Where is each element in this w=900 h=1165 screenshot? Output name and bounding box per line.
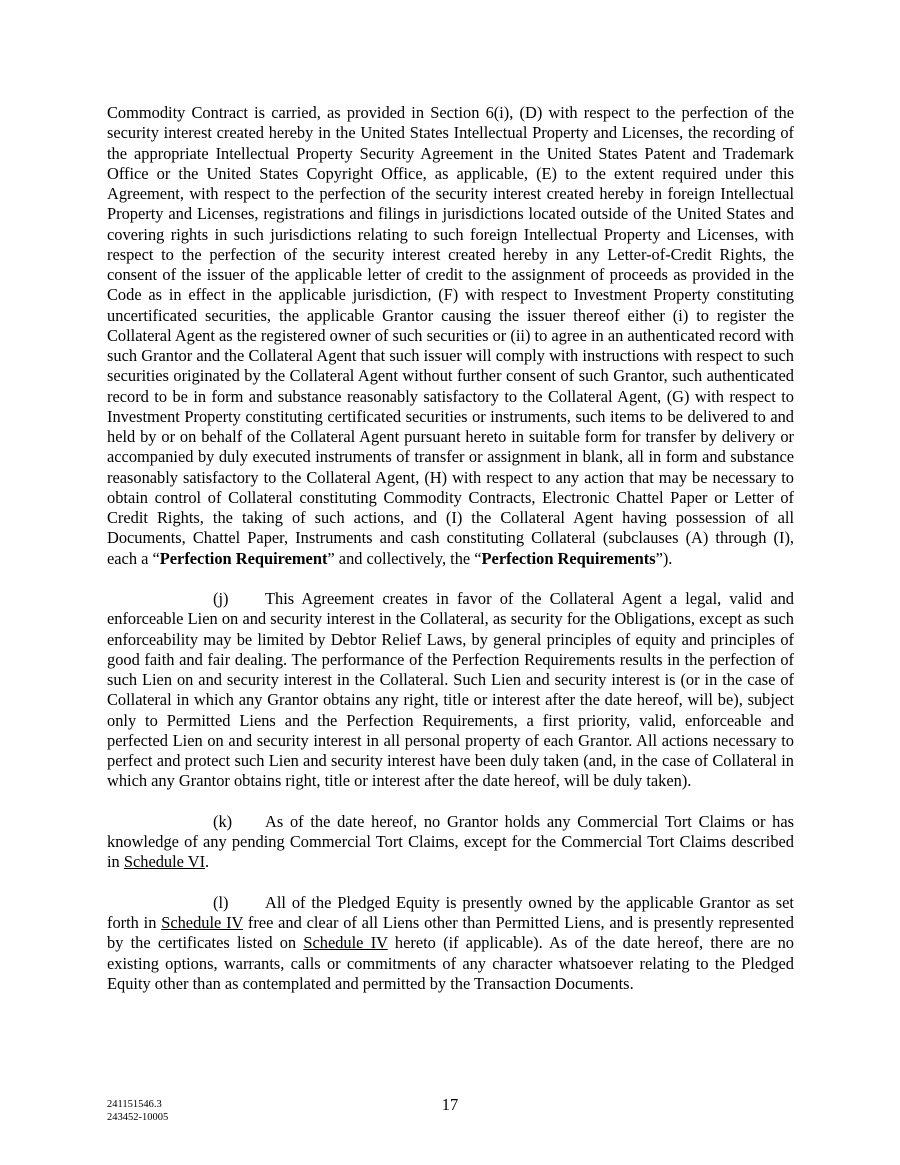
schedule-reference: Schedule IV [161,913,244,932]
document-id-line-2: 243452-10005 [107,1112,169,1123]
document-id-line-1: 241151546.3 [107,1099,162,1110]
paragraph-text: free and clear of all Liens other than Permitted Liens, and is presently represented by the certificates listed on [107,913,794,953]
section-number: (k) [213,811,233,831]
section-l [107,893,794,994]
paragraph-text: Commodity Contract is carried, as provided in Section 6(i), (D) with respect to the perfection of the security interest created hereby in the United States Intellectual Property and Licenses, the recording of the appropriate Intellectual Property Security Agreement in the United States Patent and Trademark Office or the United States Copyright Office, as applicable, (E) to the extent required under this Agreement, with respect to the perfection of the security interest created hereby in foreign Intellectual Property and Licenses, registrations and filings in jurisdictions located outside of the United States and covering rights in such jurisdictions relating to such foreign Intellectual Property and Licenses, with respect to the perfection of the security interest created hereby in any Letter-of-Credit Rights, the consent of the issuer of the applicable letter of credit to the assignment of proceeds as provided in the Code as in effect in the applicable jurisdiction, (F) with respect to Investment Property constituting uncertificated securities, the applicable Grantor causing the issuer thereof either (i) to register the Collateral Agent as the registered owner of such securities or (ii) to agree in an authenticated record with such Grantor and the Collateral Agent that such issuer will comply with instructions with respect to such securities originated by the Collateral Agent without further consent of such Grantor, such authenticated record to be in form and substance reasonably satisfactory to the Collateral Agent, (G) with respect to Investment Property constituting certificated securities or instruments, such items to be delivered to and held by or on behalf of the Collateral Agent pursuant hereto in suitable form for transfer by delivery or accompanied by duly executed instruments of transfer or assignment in blank, all in form and substance reasonably satisfactory to the Collateral Agent, (H) with respect to any action that may be necessary to obtain control of Collateral constituting Commodity Contracts, Electronic Chattel Paper or Letter of Credit Rights, the taking of such actions, and (I) the Collateral Agent having possession of all Documents, Chattel Paper, Instruments and cash constituting Collateral (subclauses (A) through (I), each a “ [107,103,794,568]
section-k [107,812,794,873]
paragraph-text: hereto (if applicable). As of the date hereof, there are no existing options, warrants, calls or commitments of any character whatsoever relating to the Pledged Equity other than as contemplated and permitted by the Transaction Documents. [107,933,794,993]
paragraph-text: ”). [655,548,673,568]
paragraph-text: . [205,852,210,872]
section-j [107,589,794,792]
page-number: 17 [441,1095,459,1114]
paragraph-text: This Agreement creates in favor of the Collateral Agent a legal, valid and enforceable Lien on and security interest in the Collateral, as security for the Obligations, except as such enforceability may be limited by Debtor Relief Laws, by general principles of equity and principles of good faith and fair dealing. The performance of the Perfection Requirements results in the perfection of such Lien on and security interest in the Collateral. Such Lien and security interest is (or in the case of Collateral in which any Grantor obtains any right, title or interest after the date hereof, will be), subject only to Permitted Liens and the Perfection Requirements, a first priority, valid, enforceable and perfected Lien on and security interest in all personal property of each Grantor. All actions necessary to perfect and protect such Lien and security interest have been duly taken (and, in the case of Collateral in which any Grantor obtains right, title or interest after the date hereof, will be duly taken). [107,589,794,791]
section-number: (l) [213,892,229,912]
defined-term-perfection-requirements: Perfection Requirements [481,548,656,568]
paragraph-perfection-requirements [107,103,794,569]
section-number: (j) [213,589,229,608]
paragraph-text: As of the date hereof, no Grantor holds any Commercial Tort Claims or has knowledge of any pending Commercial Tort Claims, except for the Commercial Tort Claims described in [107,811,794,872]
paragraph-text: All of the Pledged Equity is presently owned by the applicable Grantor as set forth in [107,892,794,932]
schedule-reference: Schedule VI [123,852,206,872]
document-body [107,103,794,994]
schedule-reference: Schedule IV [303,933,388,953]
paragraph-text: ” and collectively, the “ [327,548,482,568]
defined-term-perfection-requirement: Perfection Requirement [159,548,328,568]
